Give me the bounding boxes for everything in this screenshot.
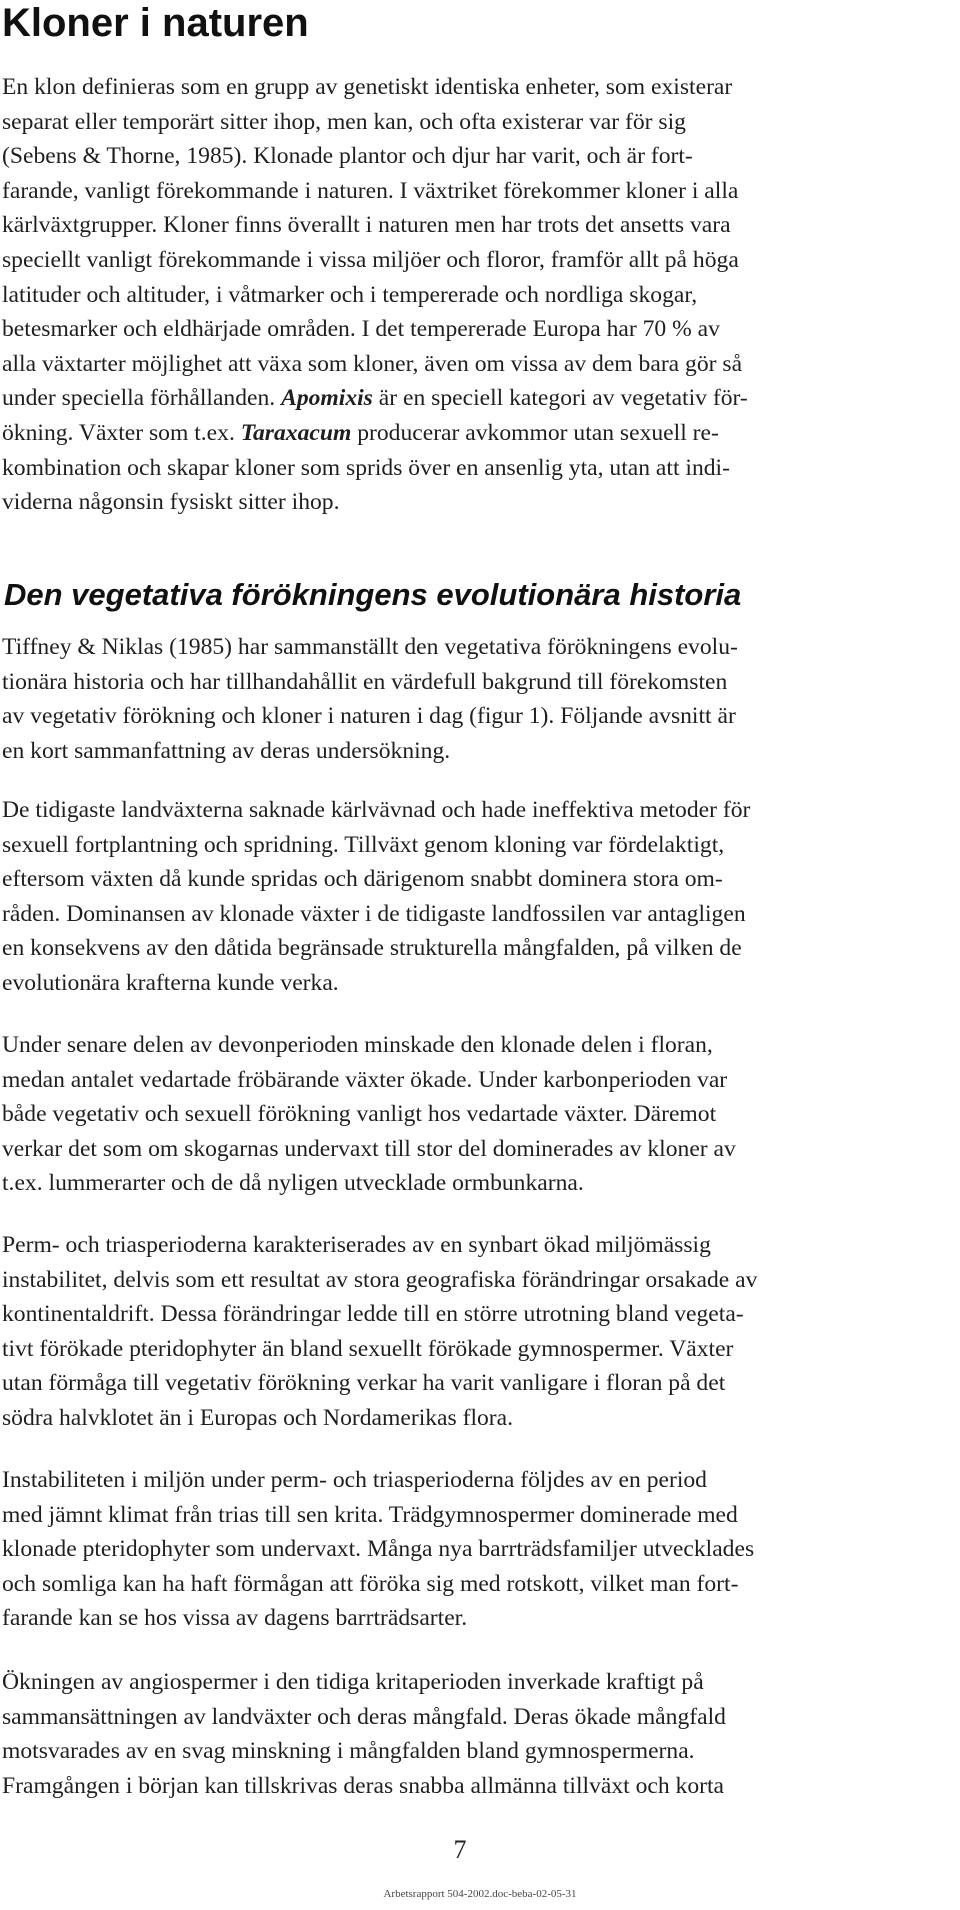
text-line: södra halvklotet än i Europas och Nordamerikas flora. — [2, 1404, 514, 1431]
paragraph-angiosperms — [2, 1665, 932, 1803]
text-line: Tiffney & Niklas (1985) har sammanställt den vegetativa förökningens evolu- — [2, 634, 738, 660]
paragraph-instability — [2, 1463, 932, 1636]
text-line: En klon definieras som en grupp av genetiskt identiska enheter, som existerar — [2, 74, 733, 100]
text-line: farande kan se hos vissa av dagens barrträdsarter. — [2, 1605, 468, 1632]
text-line: en konsekvens av den dåtida begränsade strukturella mångfalden, på vilken de — [2, 935, 742, 962]
paragraph-earliest — [2, 793, 932, 1001]
text-line: motsvarades av en svag minskning i mångfalden bland gymnospermerna. — [2, 1738, 695, 1765]
text-fragment: producerar avkommor utan sexuell re- — [351, 419, 719, 446]
text-fragment: är en speciell kategori av vegetativ för- — [372, 385, 748, 412]
text-fragment: under speciella förhållanden. — [2, 385, 282, 412]
text-line — [2, 416, 932, 451]
text-line: tionära historia och har tillhandahållit en värdefull bakgrund till förekomsten — [2, 668, 728, 695]
text-line: utan förmåga till vegetativ förökning verkar ha varit vanligare i floran på det — [2, 1370, 726, 1397]
text-line: Instabiliteten i miljön under perm- och triasperioderna följdes av en period — [2, 1467, 707, 1493]
paragraph-tiffney — [2, 630, 932, 768]
text-line: klonade pteridophyter som undervaxt. Många nya barrträdsfamiljer utvecklades — [2, 1536, 755, 1563]
page-number: 7 — [453, 1835, 467, 1864]
text-line: t.ex. lummerarter och de då nyligen utvecklade ormbunkarna. — [2, 1170, 584, 1197]
text-line — [2, 381, 932, 416]
text-line: alla växtarter möjlighet att växa som kloner, även om vissa av dem bara gör så — [2, 350, 743, 377]
text-line: tivt förökade pteridophyter än bland sexuellt förökade gymnospermer. Växter — [2, 1335, 734, 1362]
text-line: Framgången i början kan tillskrivas deras snabba allmänna tillväxt och korta — [2, 1772, 725, 1799]
text-line: (Sebens & Thorne, 1985). Klonade plantor och djur har varit, och är fort- — [2, 143, 693, 170]
text-line: medan antalet vedartade fröbärande växter ökade. Under karbonperioden var — [2, 1066, 728, 1093]
text-line: betesmarker och eldhärjade områden. I det tempererade Europa har 70 % av — [2, 316, 720, 343]
term-apomixis: Apomixis — [281, 385, 373, 412]
text-line: Ökningen av angiospermer i den tidiga kritaperioden inverkade kraftigt på — [2, 1669, 704, 1695]
text-line: av vegetativ förökning och kloner i naturen i dag (figur 1). Följande avsnitt är — [2, 703, 736, 730]
text-line: viderna någonsin fysiskt sitter ihop. — [2, 489, 340, 516]
text-line: sammansättningen av landväxter och deras mångfald. Deras ökade mångfald — [2, 1703, 726, 1730]
text-line: sexuell fortplantning och spridning. Tillväxt genom kloning var fördelaktigt, — [2, 831, 725, 858]
footer-reference: Arbetsrapport 504-2002.doc-beba-02-05-31 — [383, 1888, 577, 1900]
text-line: separat eller temporärt sitter ihop, men kan, och ofta existerar var för sig — [2, 108, 686, 135]
paragraph-devon — [2, 1028, 932, 1201]
section-heading: Den vegetativa förökningens evolutionära historia — [4, 577, 742, 612]
text-line: med jämnt klimat från trias till sen krita. Trädgymnospermer dominerade med — [2, 1501, 738, 1528]
text-line: De tidigaste landväxterna saknade kärlvävnad och hade ineffektiva metoder för — [2, 797, 751, 823]
text-line: Perm- och triasperioderna karakteriserades av en synbart ökad miljömässig — [2, 1232, 711, 1258]
text-fragment: ökning. Växter som t.ex. — [2, 419, 241, 446]
text-line: instabilitet, delvis som ett resultat av stora geografiska förändringar orsakade av — [2, 1266, 758, 1293]
text-line: farande, vanligt förekommande i naturen. I växtriket förekommer kloner i alla — [2, 177, 739, 204]
text-line: kontinentaldrift. Dessa förändringar ledde till en större utrotning bland vegeta- — [2, 1301, 744, 1328]
text-line: och somliga kan ha haft förmågan att föröka sig med rotskott, vilket man fort- — [2, 1570, 739, 1597]
text-line: eftersom växten då kunde spridas och därigenom snabbt dominera stora om- — [2, 866, 723, 893]
text-line: latituder och altituder, i våtmarker och i tempererade och nordliga skogar, — [2, 281, 698, 308]
text-line: kombination och skapar kloner som sprids över en ansenlig yta, utan att indi- — [2, 454, 730, 481]
text-line: råden. Dominansen av klonade växter i de tidigaste landfossilen var antagligen — [2, 900, 746, 927]
paragraph-intro — [2, 70, 932, 520]
text-line: evolutionära krafterna kunde verka. — [2, 969, 339, 996]
text-line: verkar det som om skogarnas undervaxt till stor del dominerades av kloner av — [2, 1135, 736, 1162]
text-line: en kort sammanfattning av deras undersökning. — [2, 737, 451, 764]
text-line: kärlväxtgrupper. Kloner finns överallt i naturen men har trots det ansetts vara — [2, 212, 731, 239]
paragraph-perm-trias — [2, 1228, 932, 1436]
text-line: både vegetativ och sexuell förökning vanligt hos vedartade växter. Däremot — [2, 1101, 717, 1128]
text-line: Under senare delen av devonperioden minskade den klonade delen i floran, — [2, 1032, 713, 1058]
term-taraxacum: Taraxacum — [240, 419, 352, 446]
page-title: Kloner i naturen — [2, 1, 309, 45]
text-line: speciellt vanligt förekommande i vissa miljöer och floror, framför allt på höga — [2, 246, 739, 273]
